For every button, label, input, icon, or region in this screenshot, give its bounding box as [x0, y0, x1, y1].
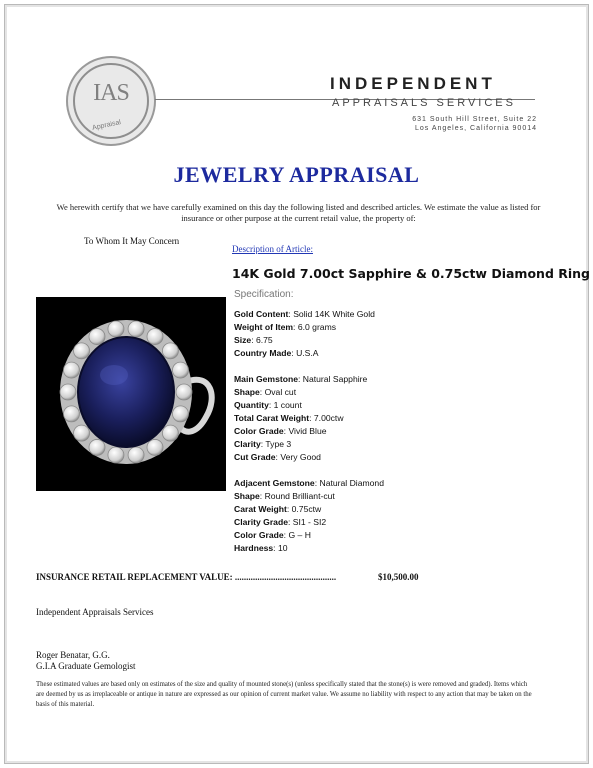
signer-title: G.I.A Graduate Gemologist	[36, 661, 136, 671]
sapphire-highlight	[100, 365, 128, 385]
halo-diamond	[74, 343, 90, 359]
spec-label: Weight of Item	[234, 322, 294, 332]
spec-row: Carat Weight: 0.75ctw	[234, 504, 322, 514]
halo-diamond	[89, 439, 105, 455]
spec-row: Clarity Grade: SI1 - SI2	[234, 517, 327, 527]
spec-row: Total Carat Weight: 7.00ctw	[234, 413, 344, 423]
spec-row: Color Grade: G – H	[234, 530, 311, 540]
logo-text: IAS	[93, 80, 129, 106]
spec-value: Solid 14K White Gold	[293, 309, 375, 319]
company-name: INDEPENDENT	[330, 74, 496, 93]
halo-diamond	[128, 447, 144, 463]
ring-illustration	[36, 297, 226, 491]
insurance-value: $10,500.00	[378, 572, 419, 582]
spec-value: 6.0 grams	[297, 322, 337, 332]
spec-value: G – H	[288, 530, 311, 540]
spec-label: Hardness	[234, 543, 274, 553]
footer-company: Independent Appraisals Services	[36, 607, 154, 617]
spec-label: Total Carat Weight	[234, 413, 310, 423]
halo-diamond	[108, 321, 124, 337]
spec-value: 10	[277, 543, 288, 553]
spec-value: Type 3	[265, 439, 292, 449]
halo-diamond	[63, 362, 79, 378]
spec-value: 1 count	[273, 400, 302, 410]
address-line-2: Los Angeles, California 90014	[414, 125, 537, 132]
logo-subtext: Appraisal	[91, 119, 122, 132]
spec-value: 6.75	[255, 335, 273, 345]
spec-value: 7.00ctw	[313, 413, 344, 423]
spec-label: Main Gemstone	[234, 374, 298, 384]
halo-diamond	[147, 329, 163, 345]
spec-label: Shape	[234, 387, 260, 397]
recipient: To Whom It May Concern	[84, 236, 180, 246]
halo-diamond	[63, 406, 79, 422]
halo-diamond	[162, 425, 178, 441]
spec-label: Clarity Grade	[234, 517, 288, 527]
spec-row: Gold Content: Solid 14K White Gold	[234, 309, 375, 319]
spec-row: Main Gemstone: Natural Sapphire	[234, 374, 368, 384]
spec-row: Country Made: U.S.A	[234, 348, 319, 358]
spec-label: Adjacent Gemstone	[234, 478, 315, 488]
spec-value: Natural Sapphire	[302, 374, 368, 384]
halo-diamond	[173, 406, 189, 422]
spec-row: Cut Grade: Very Good	[234, 452, 321, 462]
spec-value: Oval cut	[264, 387, 297, 397]
halo-diamond	[74, 425, 90, 441]
spec-label: Color Grade	[234, 530, 284, 540]
spec-label: Carat Weight	[234, 504, 287, 514]
halo-diamond	[162, 343, 178, 359]
signer-name: Roger Benatar, G.G.	[36, 650, 110, 660]
spec-label: Shape	[234, 491, 260, 501]
spec-row: Shape: Round Brilliant-cut	[234, 491, 335, 501]
address-line-1: 631 South Hill Street, Suite 22	[412, 116, 537, 123]
spec-label: Quantity	[234, 400, 269, 410]
insurance-label: INSURANCE RETAIL REPLACEMENT VALUE: .............................................	[36, 572, 337, 582]
spec-group	[234, 308, 384, 360]
spec-label: Clarity	[234, 439, 261, 449]
description-label: Description of Article:	[232, 244, 313, 254]
signer-block	[36, 650, 135, 672]
ring-photo	[36, 297, 226, 491]
spec-label: Country Made	[234, 348, 292, 358]
specification-list	[234, 308, 384, 555]
spec-group	[234, 373, 384, 464]
spec-row: Clarity: Type 3	[234, 439, 292, 449]
spec-group	[234, 477, 384, 555]
spec-row: Quantity: 1 count	[234, 400, 302, 410]
spec-label: Cut Grade	[234, 452, 276, 462]
halo-diamond	[128, 321, 144, 337]
disclaimer-text: These estimated values are based only on estimates of the size and quality of mounted stone(s) (unless specifically stated that the stone(s) is were removed and graded). Items which are deemed by us as irreplaceable or antique in nature are expressed as our opinion of current market value. We assume no liability with respect to any action that may be taken on the basis of this material.	[36, 681, 532, 708]
spec-row: Shape: Oval cut	[234, 387, 297, 397]
halo-diamond	[108, 447, 124, 463]
halo-diamond	[176, 384, 192, 400]
spec-value: Round Brilliant-cut	[264, 491, 335, 501]
specification-label: Specification:	[234, 289, 294, 300]
spec-value: Natural Diamond	[319, 478, 384, 488]
spec-row: Hardness: 10	[234, 543, 288, 553]
halo-diamond	[89, 329, 105, 345]
spec-row: Adjacent Gemstone: Natural Diamond	[234, 478, 384, 488]
spec-value: 0.75ctw	[291, 504, 322, 514]
spec-label: Size	[234, 335, 252, 345]
spec-value: U.S.A	[296, 348, 319, 358]
halo-diamond	[173, 362, 189, 378]
spec-label: Gold Content	[234, 309, 289, 319]
certification-text: We herewith certify that we have carefully examined on this day the following listed and described articles. We estimate the value as listed for insurance or other purpose at the current retail value, the property of:	[56, 202, 541, 223]
spec-row: Weight of Item: 6.0 grams	[234, 322, 337, 332]
document-title: JEWELRY APPRAISAL	[173, 162, 420, 187]
spec-row: Color Grade: Vivid Blue	[234, 426, 327, 436]
spec-value: SI1 - SI2	[292, 517, 327, 527]
spec-row: Size: 6.75	[234, 335, 273, 345]
item-title: 14K Gold 7.00ct Sapphire & 0.75ctw Diamond Ring	[232, 266, 590, 281]
spec-value: Vivid Blue	[288, 426, 327, 436]
spec-label: Color Grade	[234, 426, 284, 436]
spec-value: Very Good	[280, 452, 321, 462]
sapphire-center-stone	[78, 337, 174, 447]
halo-diamond	[60, 384, 76, 400]
halo-diamond	[147, 439, 163, 455]
company-subname: APPRAISALS SERVICES	[332, 97, 516, 109]
